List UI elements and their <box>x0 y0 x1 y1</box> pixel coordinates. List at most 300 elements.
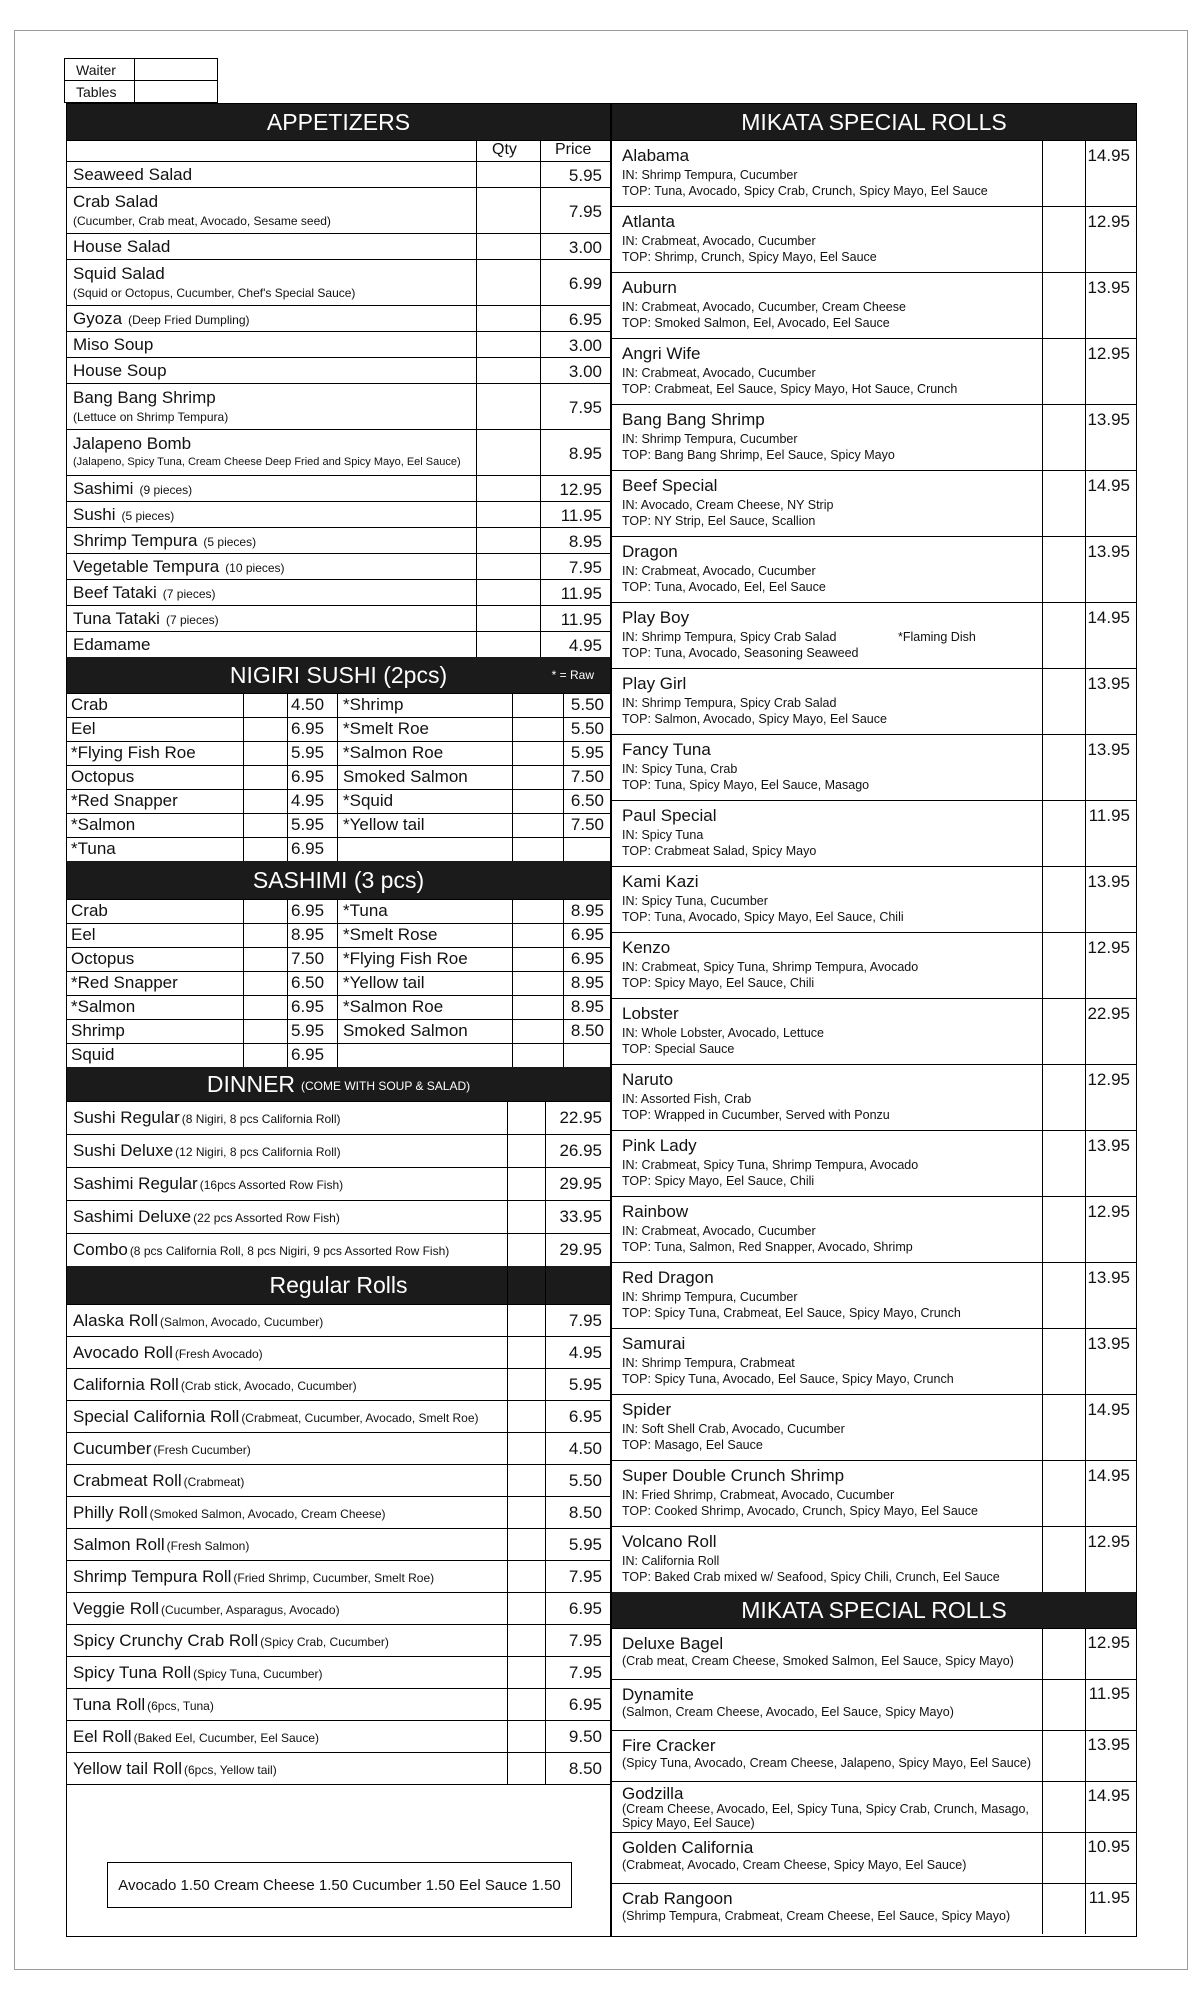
special-roll-price: 14.95 <box>1087 146 1130 165</box>
special-roll-price: 12.95 <box>1087 938 1130 957</box>
appetizer-note: (5 pieces) <box>203 535 257 549</box>
appetizer-price: 7.95 <box>568 202 602 221</box>
special-roll-name: Play Boy <box>622 608 690 627</box>
nigiri-item-price: 6.50 <box>570 791 604 810</box>
regular-roll-name: Veggie Roll (Cucumber, Asparagus, Avocado) <box>73 1599 340 1618</box>
special-roll-2-desc: (Shrimp Tempura, Crabmeat, Cream Cheese, Eel Sauce, Spicy Mayo) <box>622 1909 1011 1923</box>
nigiri-row <box>67 789 610 813</box>
appetizer-name: Vegetable Tempura (10 pieces) <box>73 557 285 576</box>
nigiri-header <box>67 657 610 693</box>
special-roll-top: TOP: Cooked Shrimp, Avocado, Crunch, Spicy Mayo, Eel Sauce <box>622 1504 978 1518</box>
special-roll-in: IN: Fried Shrimp, Crabmeat, Avocado, Cucumber <box>622 1488 895 1502</box>
appetizer-note: (Cucumber, Crab meat, Avocado, Sesame seed) <box>73 214 331 228</box>
regular-roll-price: 7.95 <box>568 1311 602 1330</box>
special-roll-2-row <box>612 1679 1136 1730</box>
regular-roll-price: 4.95 <box>568 1343 602 1362</box>
special-roll-in: IN: California Roll <box>622 1554 720 1568</box>
dinner-price: 29.95 <box>559 1174 602 1193</box>
appetizer-row <box>67 233 610 259</box>
special-roll-2-name: Dynamite <box>622 1685 694 1704</box>
special-roll-in: IN: Shrimp Tempura, Crabmeat <box>622 1356 795 1370</box>
special-roll-2-price: 10.95 <box>1087 1837 1130 1856</box>
nigiri-item-name: Crab <box>71 695 108 714</box>
regular-roll-row <box>67 1560 610 1592</box>
sashimi-row <box>67 899 610 923</box>
special-roll-2-row <box>612 1730 1136 1781</box>
special-roll-in: IN: Crabmeat, Avocado, Cucumber <box>622 564 816 578</box>
regular-roll-price: 7.95 <box>568 1631 602 1650</box>
nigiri-item-price: 5.95 <box>570 743 604 762</box>
right-column <box>611 103 1137 1937</box>
appetizer-price: 3.00 <box>568 336 602 355</box>
nigiri-item-name: *Shrimp <box>343 695 404 714</box>
special-roll-row <box>612 1394 1136 1460</box>
sashimi-row <box>67 1019 610 1043</box>
appetizer-price: 6.95 <box>568 310 602 329</box>
regular-roll-note: (6pcs, Tuna) <box>147 1699 214 1713</box>
special-roll-top: TOP: Baked Crab mixed w/ Seafood, Spicy Chili, Crunch, Eel Sauce <box>622 1570 1000 1584</box>
appetizer-note: (7 pieces) <box>165 613 219 627</box>
sashimi-divider <box>563 899 564 1067</box>
regular-roll-row <box>67 1752 610 1784</box>
regular-roll-price: 5.95 <box>568 1535 602 1554</box>
nigiri-item-name: *Salmon <box>71 815 136 834</box>
sashimi-row <box>67 971 610 995</box>
regular-roll-price: 8.50 <box>568 1503 602 1522</box>
left-column <box>66 103 611 1937</box>
special-roll-2-desc: (Crab meat, Cream Cheese, Smoked Salmon, Eel Sauce, Spicy Mayo) <box>622 1654 1014 1668</box>
special-roll-price: 14.95 <box>1087 1400 1130 1419</box>
appetizer-name: Gyoza (Deep Fried Dumpling) <box>73 309 250 328</box>
special-roll-name: Paul Special <box>622 806 717 825</box>
special-roll-2-desc: (Spicy Tuna, Avocado, Cream Cheese, Jalapeno, Spicy Mayo, Eel Sauce) <box>622 1756 1032 1770</box>
dinner-row <box>67 1200 610 1233</box>
special-roll-price: 14.95 <box>1087 476 1130 495</box>
regular-roll-name: Crabmeat Roll (Crabmeat) <box>73 1471 245 1490</box>
appetizer-price: 11.95 <box>560 506 602 525</box>
sashimi-item-name: *Flying Fish Roe <box>343 949 468 968</box>
appetizer-price: 3.00 <box>568 362 602 381</box>
special-roll-top: TOP: Smoked Salmon, Eel, Avocado, Eel Sauce <box>622 316 890 330</box>
regular-roll-price: 6.95 <box>568 1599 602 1618</box>
appetizer-name: Edamame <box>73 635 151 654</box>
tables-field[interactable] <box>135 81 218 103</box>
special-roll-name: Angri Wife <box>622 344 701 363</box>
regular-roll-price: 6.95 <box>568 1407 602 1426</box>
appetizer-name: Sashimi (9 pieces) <box>73 479 193 498</box>
waiter-field[interactable] <box>135 59 218 81</box>
appetizer-row <box>67 605 610 631</box>
special-roll-2-divider <box>1042 1628 1043 1934</box>
sashimi-item-price: 6.95 <box>570 925 604 944</box>
special-roll-2-desc: Spicy Mayo, Eel Sauce) <box>622 1816 755 1830</box>
special-roll-2-desc: (Salmon, Cream Cheese, Avocado, Eel Sauce, Spicy Mayo) <box>622 1705 954 1719</box>
special-roll-price: 13.95 <box>1087 674 1130 693</box>
appetizer-price: 6.99 <box>568 274 602 293</box>
special-roll-name: Red Dragon <box>622 1268 714 1287</box>
regular-roll-note: (Fried Shrimp, Cucumber, Smelt Roe) <box>233 1571 435 1585</box>
nigiri-item-price: 7.50 <box>570 815 604 834</box>
special-roll-in: IN: Crabmeat, Avocado, Cucumber, Cream Cheese <box>622 300 906 314</box>
special-roll-in: IN: Whole Lobster, Avocado, Lettuce <box>622 1026 824 1040</box>
special-roll-row <box>612 602 1136 668</box>
special-roll-row <box>612 272 1136 338</box>
appetizer-row <box>67 631 610 657</box>
sashimi-item-price: 8.95 <box>570 973 604 992</box>
regular-roll-price: 7.95 <box>568 1663 602 1682</box>
regular-roll-price: 8.50 <box>568 1759 602 1778</box>
appetizer-row <box>67 527 610 553</box>
sashimi-item-price: 8.95 <box>291 925 325 944</box>
regular-roll-name: California Roll (Crab stick, Avocado, Cucumber) <box>73 1375 357 1394</box>
special-roll-2-row <box>612 1628 1136 1679</box>
sashimi-header <box>67 861 610 899</box>
appetizer-name: Shrimp Tempura (5 pieces) <box>73 531 257 550</box>
appetizer-price: 7.95 <box>568 558 602 577</box>
special-roll-top: TOP: Bang Bang Shrimp, Eel Sauce, Spicy Mayo <box>622 448 895 462</box>
dinner-subtitle: (COME WITH SOUP & SALAD) <box>301 1079 471 1093</box>
special-roll-price: 13.95 <box>1087 278 1130 297</box>
special-roll-in: IN: Shrimp Tempura, Cucumber <box>622 1290 798 1304</box>
sashimi-item-name: Eel <box>71 925 96 944</box>
dinner-divider <box>507 1101 508 1266</box>
appetizer-price: 11.95 <box>560 584 602 603</box>
special-roll-row <box>612 206 1136 272</box>
qty-label: Qty <box>492 141 517 158</box>
special-roll-2-divider <box>1085 1628 1086 1934</box>
sashimi-divider <box>287 899 288 1067</box>
special-roll-name: Kenzo <box>622 938 671 957</box>
appetizer-row <box>67 161 610 187</box>
sashimi-item-name: *Red Snapper <box>71 973 178 992</box>
dinner-price: 33.95 <box>559 1207 602 1226</box>
special-roll-2-desc: (Cream Cheese, Avocado, Eel, Spicy Tuna, Spicy Crab, Crunch, Masago, <box>622 1802 1029 1816</box>
regular-roll-note: (Fresh Salmon) <box>166 1539 250 1553</box>
appetizer-name: Seaweed Salad <box>73 165 193 184</box>
special-roll-name: Kami Kazi <box>622 872 699 891</box>
regular-rolls-divider <box>507 1266 508 1784</box>
special-roll-top: TOP: Spicy Mayo, Eel Sauce, Chili <box>622 1174 815 1188</box>
special-roll-in: IN: Shrimp Tempura, Spicy Crab Salad <box>622 696 837 710</box>
dinner-price: 29.95 <box>559 1240 602 1259</box>
special-roll-price: 22.95 <box>1087 1004 1130 1023</box>
nigiri-item-price: 7.50 <box>570 767 604 786</box>
appetizer-name: Beef Tataki (7 pieces) <box>73 583 216 602</box>
special-roll-top: TOP: Masago, Eel Sauce <box>622 1438 763 1452</box>
nigiri-item-price: 4.50 <box>291 695 325 714</box>
regular-roll-name: Tuna Roll (6pcs, Tuna) <box>73 1695 214 1714</box>
special-rolls-2-header <box>612 1592 1136 1628</box>
special-roll-top: TOP: Shrimp, Crunch, Spicy Mayo, Eel Sauce <box>622 250 877 264</box>
sashimi-item-name: Crab <box>71 901 108 920</box>
special-roll-price: 13.95 <box>1087 740 1130 759</box>
regular-roll-name: Alaska Roll (Salmon, Avocado, Cucumber) <box>73 1311 324 1330</box>
regular-roll-note: (Baked Eel, Cucumber, Eel Sauce) <box>133 1731 320 1745</box>
special-roll-extra: *Flaming Dish <box>898 630 976 644</box>
nigiri-item-price: 6.95 <box>291 767 325 786</box>
special-roll-2-price: 12.95 <box>1087 1633 1130 1652</box>
special-roll-top: TOP: Crabmeat, Eel Sauce, Spicy Mayo, Hot Sauce, Crunch <box>622 382 958 396</box>
sashimi-item-name: Shrimp <box>71 1021 125 1040</box>
special-roll-row <box>612 536 1136 602</box>
appetizer-row <box>67 187 610 233</box>
dinner-name: Sashimi Deluxe (22 pcs Assorted Row Fish) <box>73 1207 340 1226</box>
special-roll-price: 13.95 <box>1087 1136 1130 1155</box>
special-roll-name: Atlanta <box>622 212 675 231</box>
appetizer-name: Miso Soup <box>73 335 154 354</box>
appetizer-row <box>67 501 610 527</box>
special-roll-in: IN: Avocado, Cream Cheese, NY Strip <box>622 498 834 512</box>
nigiri-item-price: 5.50 <box>570 719 604 738</box>
special-roll-in: IN: Spicy Tuna <box>622 828 704 842</box>
appetizer-name: Tuna Tataki (7 pieces) <box>73 609 219 628</box>
regular-roll-price: 5.50 <box>568 1471 602 1490</box>
nigiri-item-price: 5.50 <box>570 695 604 714</box>
nigiri-item-name: *Smelt Roe <box>343 719 429 738</box>
special-roll-2-row <box>612 1832 1136 1883</box>
sashimi-item-price: 6.95 <box>291 997 325 1016</box>
dinner-row <box>67 1233 610 1266</box>
special-roll-name: Beef Special <box>622 476 718 495</box>
appetizer-note: (10 pieces) <box>225 561 285 575</box>
waiter-label: Waiter <box>65 59 135 81</box>
special-roll-name: Spider <box>622 1400 672 1419</box>
dinner-row <box>67 1167 610 1200</box>
special-roll-top: TOP: NY Strip, Eel Sauce, Scallion <box>622 514 816 528</box>
special-roll-in: IN: Shrimp Tempura, Cucumber <box>622 168 798 182</box>
nigiri-item-name: *Tuna <box>71 839 116 858</box>
sashimi-divider <box>512 899 513 1067</box>
regular-roll-note: (Fresh Avocado) <box>174 1347 263 1361</box>
sashimi-item-name: Octopus <box>71 949 135 968</box>
regular-roll-row <box>67 1400 610 1432</box>
nigiri-item-name: *Red Snapper <box>71 791 178 810</box>
nigiri-item-price: 6.95 <box>291 839 325 858</box>
special-roll-in: IN: Assorted Fish, Crab <box>622 1092 752 1106</box>
nigiri-divider <box>512 693 513 861</box>
regular-rolls-header <box>67 1266 610 1304</box>
special-roll-top: TOP: Spicy Tuna, Crabmeat, Eel Sauce, Spicy Mayo, Crunch <box>622 1306 961 1320</box>
sashimi-item-price: 6.95 <box>570 949 604 968</box>
appetizer-row <box>67 259 610 305</box>
special-roll-row <box>612 1460 1136 1526</box>
special-roll-name: Samurai <box>622 1334 686 1353</box>
special-roll-row <box>612 1526 1136 1592</box>
appetizer-name: Crab Salad <box>73 192 159 211</box>
special-roll-name: Play Girl <box>622 674 687 693</box>
appetizers-colhdr-row <box>67 140 610 161</box>
regular-roll-row <box>67 1720 610 1752</box>
regular-roll-row <box>67 1688 610 1720</box>
appetizer-note: (9 pieces) <box>139 483 193 497</box>
special-roll-price: 12.95 <box>1087 1202 1130 1221</box>
dinner-header <box>67 1067 610 1101</box>
regular-roll-note: (Salmon, Avocado, Cucumber) <box>160 1315 324 1329</box>
special-roll-row <box>612 404 1136 470</box>
special-roll-divider <box>1085 140 1086 1592</box>
dinner-note: (16pcs Assorted Row Fish) <box>199 1178 344 1192</box>
special-roll-price: 13.95 <box>1087 542 1130 561</box>
nigiri-row <box>67 741 610 765</box>
special-roll-in: IN: Crabmeat, Avocado, Cucumber <box>622 1224 816 1238</box>
nigiri-item-price: 4.95 <box>291 791 325 810</box>
special-roll-name: Fancy Tuna <box>622 740 711 759</box>
appetizer-price: 8.95 <box>568 532 602 551</box>
sashimi-item-price: 6.50 <box>291 973 325 992</box>
special-roll-price: 13.95 <box>1087 1334 1130 1353</box>
special-roll-name: Alabama <box>622 146 690 165</box>
regular-roll-price: 5.95 <box>568 1375 602 1394</box>
special-roll-2-price: 11.95 <box>1088 1888 1130 1907</box>
special-roll-row <box>612 998 1136 1064</box>
appetizer-name: Sushi (5 pieces) <box>73 505 175 524</box>
nigiri-item-name: Octopus <box>71 767 135 786</box>
appetizer-row <box>67 475 610 501</box>
special-roll-row <box>612 668 1136 734</box>
regular-roll-row <box>67 1496 610 1528</box>
sashimi-item-name: *Salmon Roe <box>343 997 444 1016</box>
special-roll-2-price: 11.95 <box>1088 1684 1130 1703</box>
nigiri-divider <box>243 693 244 861</box>
regular-roll-price: 6.95 <box>568 1695 602 1714</box>
special-roll-name: Naruto <box>622 1070 674 1089</box>
sashimi-item-price: 7.50 <box>291 949 325 968</box>
special-roll-in: IN: Spicy Tuna, Crab <box>622 762 738 776</box>
sashimi-item-price: 6.95 <box>291 901 325 920</box>
special-roll-row <box>612 140 1136 206</box>
regular-roll-name: Eel Roll (Baked Eel, Cucumber, Eel Sauce) <box>73 1727 320 1746</box>
appetizer-price: 11.95 <box>560 610 602 629</box>
nigiri-divider <box>287 693 288 861</box>
regular-roll-price: 7.95 <box>568 1567 602 1586</box>
special-rolls-title: MIKATA SPECIAL ROLLS <box>741 108 1007 135</box>
nigiri-item-price: 6.95 <box>291 719 325 738</box>
regular-roll-name: Shrimp Tempura Roll (Fried Shrimp, Cucumber, Smelt Roe) <box>73 1567 435 1586</box>
nigiri-item-name: Eel <box>71 719 96 738</box>
regular-roll-row <box>67 1432 610 1464</box>
nigiri-divider <box>337 693 338 861</box>
sashimi-row <box>67 1043 610 1067</box>
sashimi-item-price: 8.95 <box>570 997 604 1016</box>
regular-roll-note: (Crab stick, Avocado, Cucumber) <box>180 1379 357 1393</box>
nigiri-row <box>67 717 610 741</box>
special-roll-top: TOP: Tuna, Avocado, Spicy Crab, Crunch, Spicy Mayo, Eel Sauce <box>622 184 988 198</box>
dinner-note: (22 pcs Assorted Row Fish) <box>193 1211 340 1225</box>
special-roll-top: TOP: Tuna, Salmon, Red Snapper, Avocado, Shrimp <box>622 1240 913 1254</box>
appetizer-row <box>67 553 610 579</box>
sashimi-row <box>67 947 610 971</box>
regular-roll-name: Yellow tail Roll (6pcs, Yellow tail) <box>73 1759 277 1778</box>
appetizer-price: 3.00 <box>568 238 602 257</box>
dinner-price: 26.95 <box>559 1141 602 1160</box>
special-roll-divider <box>1042 140 1043 1592</box>
sashimi-item-name: *Smelt Rose <box>343 925 438 944</box>
sashimi-item-price: 5.95 <box>291 1021 325 1040</box>
appetizer-note: (Deep Fried Dumpling) <box>128 313 250 327</box>
special-roll-name: Bang Bang Shrimp <box>622 410 765 429</box>
appetizer-price: 4.95 <box>568 636 602 655</box>
special-roll-top: TOP: Tuna, Avocado, Spicy Mayo, Eel Sauce, Chili <box>622 910 904 924</box>
sashimi-item-name: Squid <box>71 1045 115 1064</box>
appetizer-row <box>67 429 610 475</box>
regular-roll-note: (6pcs, Yellow tail) <box>183 1763 277 1777</box>
dinner-name: Sushi Regular (8 Nigiri, 8 pcs California Roll) <box>73 1108 341 1127</box>
regular-roll-name: Avocado Roll (Fresh Avocado) <box>73 1343 263 1362</box>
appetizer-row <box>67 579 610 605</box>
special-roll-2-name: Deluxe Bagel <box>622 1634 724 1653</box>
regular-roll-name: Spicy Tuna Roll (Spicy Tuna, Cucumber) <box>73 1663 323 1682</box>
special-rolls-header <box>612 104 1136 140</box>
price-label: Price <box>555 141 592 158</box>
special-roll-name: Super Double Crunch Shrimp <box>622 1466 845 1485</box>
special-roll-row <box>612 866 1136 932</box>
appetizer-price: 8.95 <box>568 444 602 463</box>
dinner-name: Sushi Deluxe (12 Nigiri, 8 pcs California Roll) <box>73 1141 341 1160</box>
dinner-price: 22.95 <box>559 1108 602 1127</box>
nigiri-divider <box>563 693 564 861</box>
addons-box: Avocado 1.50 Cream Cheese 1.50 Cucumber 1.50 Eel Sauce 1.50 <box>107 1862 572 1908</box>
waiter-table-box <box>64 58 218 103</box>
appetizer-note: (Jalapeno, Spicy Tuna, Cream Cheese Deep Fried and Spicy Mayo, Eel Sauce) <box>73 456 461 468</box>
nigiri-item-name: Smoked Salmon <box>343 767 468 786</box>
special-roll-in: IN: Crabmeat, Avocado, Cucumber <box>622 366 816 380</box>
special-roll-row <box>612 932 1136 998</box>
sashimi-item-name: *Salmon <box>71 997 136 1016</box>
special-roll-row <box>612 1262 1136 1328</box>
nigiri-item-price: 5.95 <box>291 815 325 834</box>
qty-divider <box>476 140 477 657</box>
dinner-row <box>67 1101 610 1134</box>
special-roll-name: Volcano Roll <box>622 1532 717 1551</box>
appetizer-name: Jalapeno Bomb <box>73 434 192 453</box>
special-roll-top: TOP: Special Sauce <box>622 1042 735 1056</box>
appetizer-name: Squid Salad <box>73 264 165 283</box>
regular-rolls-divider <box>545 1266 546 1784</box>
regular-roll-note: (Cucumber, Asparagus, Avocado) <box>161 1603 340 1617</box>
appetizer-row <box>67 331 610 357</box>
special-roll-price: 13.95 <box>1087 872 1130 891</box>
special-roll-in: IN: Shrimp Tempura, Spicy Crab Salad <box>622 630 837 644</box>
appetizer-name: House Soup <box>73 361 167 380</box>
special-roll-row <box>612 734 1136 800</box>
sashimi-divider <box>243 899 244 1067</box>
regular-rolls-bottom-line <box>67 1784 610 1785</box>
special-roll-row <box>612 1196 1136 1262</box>
special-roll-price: 14.95 <box>1087 1466 1130 1485</box>
special-roll-top: TOP: Spicy Mayo, Eel Sauce, Chili <box>622 976 815 990</box>
special-roll-in: IN: Shrimp Tempura, Cucumber <box>622 432 798 446</box>
nigiri-item-name: *Squid <box>343 791 394 810</box>
special-roll-in: IN: Spicy Tuna, Cucumber <box>622 894 768 908</box>
sashimi-item-price: 6.95 <box>291 1045 325 1064</box>
appetizer-row <box>67 305 610 331</box>
appetizers-title: APPETIZERS <box>266 108 411 135</box>
special-roll-top: TOP: Salmon, Avocado, Spicy Mayo, Eel Sauce <box>622 712 887 726</box>
sashimi-item-name: Smoked Salmon <box>343 1021 468 1040</box>
dinner-divider <box>545 1101 546 1266</box>
sashimi-divider <box>337 899 338 1067</box>
nigiri-row <box>67 837 610 861</box>
sashimi-row <box>67 995 610 1019</box>
special-roll-in: IN: Crabmeat, Spicy Tuna, Shrimp Tempura, Avocado <box>622 960 919 974</box>
special-rolls-2-title: MIKATA SPECIAL ROLLS <box>741 1596 1007 1623</box>
regular-roll-note: (Fresh Cucumber) <box>153 1443 251 1457</box>
appetizer-price: 12.95 <box>559 480 602 499</box>
regular-roll-row <box>67 1592 610 1624</box>
dinner-name: Sashimi Regular (16pcs Assorted Row Fish) <box>73 1174 344 1193</box>
appetizer-name: Bang Bang Shrimp <box>73 388 216 407</box>
dinner-note: (12 Nigiri, 8 pcs California Roll) <box>175 1145 341 1159</box>
